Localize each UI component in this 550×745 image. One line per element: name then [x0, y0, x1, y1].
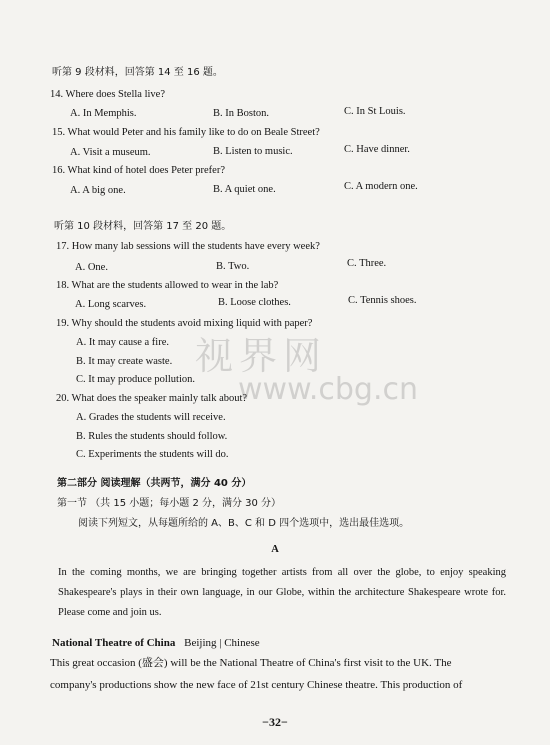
section9-heading: 听第 9 段材料，回答第 14 至 16 题。 [52, 67, 223, 78]
question-17: 17. How many lab sessions will the students have every week? [56, 241, 320, 252]
question-18: 18. What are the students allowed to wear in the lab? [56, 280, 279, 291]
theatre-meta: Beijing | Chinese [184, 637, 260, 649]
q20-option-a: A. Grades the students will receive. [76, 412, 226, 423]
question-15: 15. What would Peter and his family like to do on Beale Street? [52, 127, 320, 138]
q16-option-b: B. A quiet one. [213, 184, 276, 195]
passage-body-line1: This great occasion (盛会) will be the National Theatre of China's first visit to the UK. The [50, 657, 452, 669]
q16-option-c: C. A modern one. [344, 181, 418, 192]
q17-option-b: B. Two. [216, 261, 250, 272]
part2-section1: 第一节 （共 15 小题；每小题 2 分，满分 30 分） [57, 498, 282, 509]
question-20: 20. What does the speaker mainly talk about? [56, 393, 248, 404]
passage-label: A [271, 544, 279, 555]
q15-option-b: B. Listen to music. [213, 146, 293, 157]
theatre-name: National Theatre of China [52, 637, 176, 649]
q19-option-b: B. It may create waste. [76, 356, 173, 367]
q16-option-a: A. A big one. [70, 185, 126, 196]
question-16: 16. What kind of hotel does Peter prefer? [52, 165, 225, 176]
passage-intro: In the coming months, we are bringing together artists from all over the globe, to enjoy speaking Shakespeare's plays in their own language, in our Globe, within the architecture Shakespeare wrote for. Please come and join us. [58, 567, 506, 618]
q18-option-a: A. Long scarves. [75, 299, 147, 310]
q15-option-a: A. Visit a museum. [70, 147, 151, 158]
q14-option-b: B. In Boston. [213, 108, 270, 119]
section10-heading: 听第 10 段材料，回答第 17 至 20 题。 [54, 221, 232, 232]
q17-option-a: A. One. [75, 262, 108, 273]
q14-option-c: C. In St Louis. [344, 106, 406, 117]
question-19: 19. Why should the students avoid mixing liquid with paper? [56, 318, 313, 329]
q20-option-b: B. Rules the students should follow. [76, 431, 228, 442]
q17-option-c: C. Three. [347, 258, 387, 269]
q18-option-b: B. Loose clothes. [218, 297, 291, 308]
question-14: 14. Where does Stella live? [50, 89, 165, 100]
q15-option-c: C. Have dinner. [344, 144, 410, 155]
page-number: −32− [262, 715, 288, 729]
q19-option-c: C. It may produce pollution. [76, 374, 195, 385]
q14-option-a: A. In Memphis. [70, 108, 137, 119]
q19-option-a: A. It may cause a fire. [76, 337, 169, 348]
watermark-logo: 视界网 [195, 334, 328, 378]
watermark-url: www.cbg.cn [238, 372, 419, 407]
part2-title: 第二部分 阅读理解（共两节，满分 40 分） [57, 478, 252, 489]
q18-option-c: C. Tennis shoes. [348, 295, 417, 306]
passage-body-line2: company's productions show the new face of 21st century Chinese theatre. This production of [50, 679, 463, 691]
q20-option-c: C. Experiments the students will do. [76, 449, 229, 460]
part2-instruction: 阅读下列短文，从每题所给的 A、B、C 和 D 四个选项中，选出最佳选项。 [78, 518, 410, 529]
theatre-header [52, 637, 260, 650]
